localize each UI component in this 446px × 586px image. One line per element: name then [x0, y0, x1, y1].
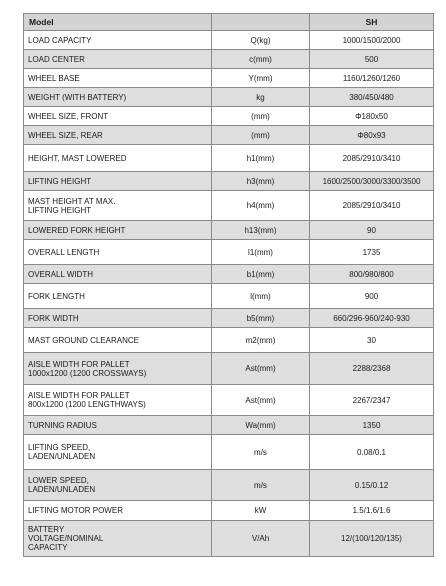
spec-parameter: WHEEL SIZE, REAR: [24, 126, 212, 145]
spec-row: [24, 50, 434, 69]
spec-parameter: AISLE WIDTH FOR PALLET 800x1200 (1200 LENGTHWAYS): [24, 385, 212, 416]
spec-unit: b5(mm): [212, 309, 310, 328]
spec-value: 90: [310, 221, 434, 240]
spec-row: [24, 88, 434, 107]
spec-parameter: AISLE WIDTH FOR PALLET 1000x1200 (1200 CROSSWAYS): [24, 353, 212, 385]
spec-unit: m2(mm): [212, 328, 310, 353]
spec-parameter: MAST GROUND CLEARANCE: [24, 328, 212, 353]
spec-parameter: LIFTING SPEED, LADEN/UNLADEN: [24, 435, 212, 470]
spec-row: [24, 191, 434, 221]
header-unit-cell: [212, 14, 310, 31]
spec-value: 0.08/0.1: [310, 435, 434, 470]
spec-parameter: LIFTING MOTOR POWER: [24, 501, 212, 521]
spec-parameter: HEIGHT, MAST LOWERED: [24, 145, 212, 172]
spec-parameter: BATTERY VOLTAGE/NOMINAL CAPACITY: [24, 521, 212, 557]
spec-unit: h4(mm): [212, 191, 310, 221]
spec-parameter: LOWER SPEED, LADEN/UNLADEN: [24, 470, 212, 501]
spec-value: 2085/2910/3410: [310, 145, 434, 172]
spec-unit: Ast(mm): [212, 385, 310, 416]
spec-row: [24, 501, 434, 521]
spec-value: 800/980/800: [310, 265, 434, 284]
spec-value: Φ80x93: [310, 126, 434, 145]
spec-value: 2085/2910/3410: [310, 191, 434, 221]
spec-row: [24, 435, 434, 470]
spec-unit: l1(mm): [212, 240, 310, 265]
spec-row: [24, 31, 434, 50]
spec-unit: h3(mm): [212, 172, 310, 191]
spec-parameter: OVERALL WIDTH: [24, 265, 212, 284]
spec-row: [24, 416, 434, 435]
spec-unit: Ast(mm): [212, 353, 310, 385]
spec-unit: h1(mm): [212, 145, 310, 172]
spec-unit: (mm): [212, 107, 310, 126]
spec-unit: m/s: [212, 470, 310, 501]
spec-row: [24, 172, 434, 191]
spec-table-body: [24, 14, 434, 557]
spec-table-container: [23, 13, 433, 557]
spec-value: 1160/1260/1260: [310, 69, 434, 88]
spec-unit: kg: [212, 88, 310, 107]
spec-value: 1735: [310, 240, 434, 265]
spec-unit: Y(mm): [212, 69, 310, 88]
spec-row: [24, 309, 434, 328]
spec-parameter: WHEEL BASE: [24, 69, 212, 88]
spec-row: [24, 107, 434, 126]
spec-unit: l(mm): [212, 284, 310, 309]
spec-row: [24, 470, 434, 501]
spec-row: [24, 521, 434, 557]
spec-row: [24, 265, 434, 284]
spec-unit: Q(kg): [212, 31, 310, 50]
spec-row: [24, 69, 434, 88]
header-row: [24, 14, 434, 31]
spec-parameter: LOAD CENTER: [24, 50, 212, 69]
spec-value: 2267/2347: [310, 385, 434, 416]
spec-value: 12/(100/120/135): [310, 521, 434, 557]
spec-table: [23, 13, 434, 557]
spec-value: 30: [310, 328, 434, 353]
spec-parameter: LIFTING HEIGHT: [24, 172, 212, 191]
spec-row: [24, 221, 434, 240]
spec-unit: (mm): [212, 126, 310, 145]
spec-row: [24, 284, 434, 309]
spec-row: [24, 328, 434, 353]
spec-unit: c(mm): [212, 50, 310, 69]
spec-parameter: TURNING RADIUS: [24, 416, 212, 435]
spec-value: 0.15/0.12: [310, 470, 434, 501]
spec-unit: V/Ah: [212, 521, 310, 557]
spec-parameter: WEIGHT (WITH BATTERY): [24, 88, 212, 107]
spec-unit: kW: [212, 501, 310, 521]
spec-unit: b1(mm): [212, 265, 310, 284]
spec-row: [24, 145, 434, 172]
spec-value: Φ180x50: [310, 107, 434, 126]
spec-row: [24, 353, 434, 385]
spec-value: 380/450/480: [310, 88, 434, 107]
spec-parameter: OVERALL LENGTH: [24, 240, 212, 265]
spec-value: 1600/2500/3000/3300/3500: [310, 172, 434, 191]
spec-unit: m/s: [212, 435, 310, 470]
spec-value: 1000/1500/2000: [310, 31, 434, 50]
spec-value: 2288/2368: [310, 353, 434, 385]
spec-value: 1.5/1.6/1.6: [310, 501, 434, 521]
spec-parameter: LOAD CAPACITY: [24, 31, 212, 50]
spec-parameter: WHEEL SIZE, FRONT: [24, 107, 212, 126]
spec-row: [24, 385, 434, 416]
model-value: SH: [310, 14, 434, 31]
spec-row: [24, 240, 434, 265]
spec-value: 900: [310, 284, 434, 309]
spec-value: 1350: [310, 416, 434, 435]
spec-parameter: FORK LENGTH: [24, 284, 212, 309]
spec-value: 660/296-960/240-930: [310, 309, 434, 328]
spec-unit: h13(mm): [212, 221, 310, 240]
spec-parameter: LOWERED FORK HEIGHT: [24, 221, 212, 240]
spec-value: 500: [310, 50, 434, 69]
spec-unit: Wa(mm): [212, 416, 310, 435]
spec-row: [24, 126, 434, 145]
spec-parameter: FORK WIDTH: [24, 309, 212, 328]
model-label: Model: [24, 14, 212, 31]
spec-parameter: MAST HEIGHT AT MAX. LIFTING HEIGHT: [24, 191, 212, 221]
